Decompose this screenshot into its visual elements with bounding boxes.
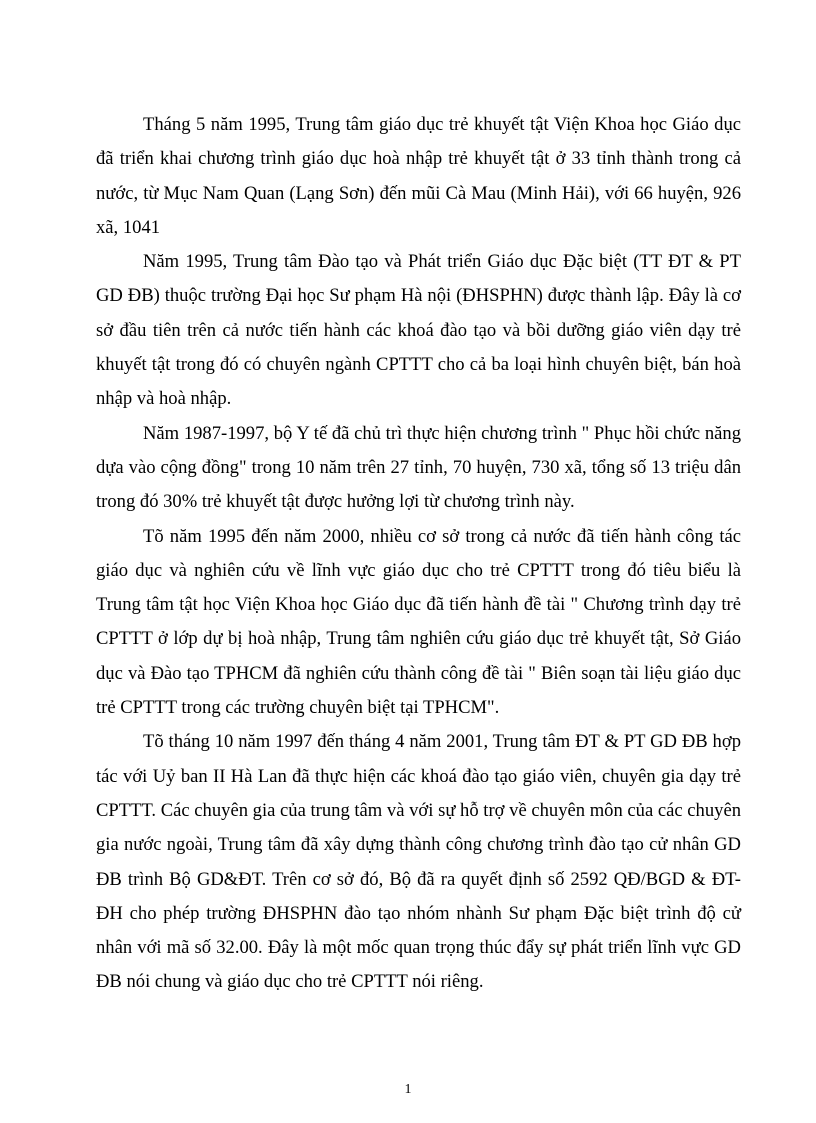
paragraph: Năm 1995, Trung tâm Đào tạo và Phát triển Giáo dục Đặc biệt (TT ĐT & PT GD ĐB) thuộc trường Đại học Sư phạm Hà nội (ĐHSPHN) được thành lập. Đây là cơ sở đầu tiên trên cả nước tiến hành các khoá đào tạo và bồi dưỡng giáo viên dạy trẻ khuyết tật trong đó có chuyên ngành CPTTT cho cả ba loại hình chuyên biệt, bán hoà nhập và hoà nhập.	[96, 251, 741, 410]
paragraph: Tháng 5 năm 1995, Trung tâm giáo dục trẻ khuyết tật Viện Khoa học Giáo dục đã triển khai chương trình giáo dục hoà nhập trẻ khuyết tật ở 33 tỉnh thành trong cả nước, từ Mục Nam Quan (Lạng Sơn) đến mũi Cà Mau (Minh Hải), với 66 huyện, 926 xã, 1041	[96, 114, 741, 238]
paragraph: Tõ tháng 10 năm 1997 đến tháng 4 năm 2001, Trung tâm ĐT & PT GD ĐB hợp tác với Uỷ ban II Hà Lan đã thực hiện các khoá đào tạo giáo viên, chuyên gia dạy trẻ CPTTT. Các chuyên gia của trung tâm và với sự hỗ trợ về chuyên môn của các chuyên gia nước ngoài, Trung tâm đã xây dựng thành công chương trình đào tạo cử nhân GD ĐB trình Bộ GD&ĐT. Trên cơ sở đó, Bộ đã ra quyết định số 2592 QĐ/BGD & ĐT-ĐH cho phép trường ĐHSPHN đào tạo nhóm nhành Sư phạm Đặc biệt trình độ cử nhân với mã số 32.00. Đây là một mốc quan trọng thúc đẩy sự phát triển lĩnh vực GD ĐB nói chung và giáo dục cho trẻ CPTTT nói riêng.	[96, 731, 741, 993]
paragraph: Năm 1987-1997, bộ Y tế đã chủ trì thực hiện chương trình " Phục hồi chức năng dựa vào cộng đồng" trong 10 năm trên 27 tỉnh, 70 huyện, 730 xã, tổng số 13 triệu dân trong đó 30% trẻ khuyết tật được hưởng lợi từ chương trình này.	[96, 422, 741, 513]
paragraph: Tõ năm 1995 đến năm 2000, nhiều cơ sở trong cả nước đã tiến hành công tác giáo dục và nghiên cứu về lĩnh vực giáo dục cho trẻ CPTTT trong đó tiêu biểu là Trung tâm tật học Viện Khoa học Giáo dục đã tiến hành đề tài " Chương trình dạy trẻ CPTTT ở lớp dự bị hoà nhập, Trung tâm nghiên cứu giáo dục trẻ khuyết tật, Sở Giáo dục và Đào tạo TPHCM đã nghiên cứu thành công đề tài " Biên soạn tài liệu giáo dục trẻ CPTTT trong các trường chuyên biệt tại TPHCM".	[96, 525, 741, 719]
document-body	[96, 108, 741, 1000]
page-number: 1	[404, 1082, 412, 1097]
